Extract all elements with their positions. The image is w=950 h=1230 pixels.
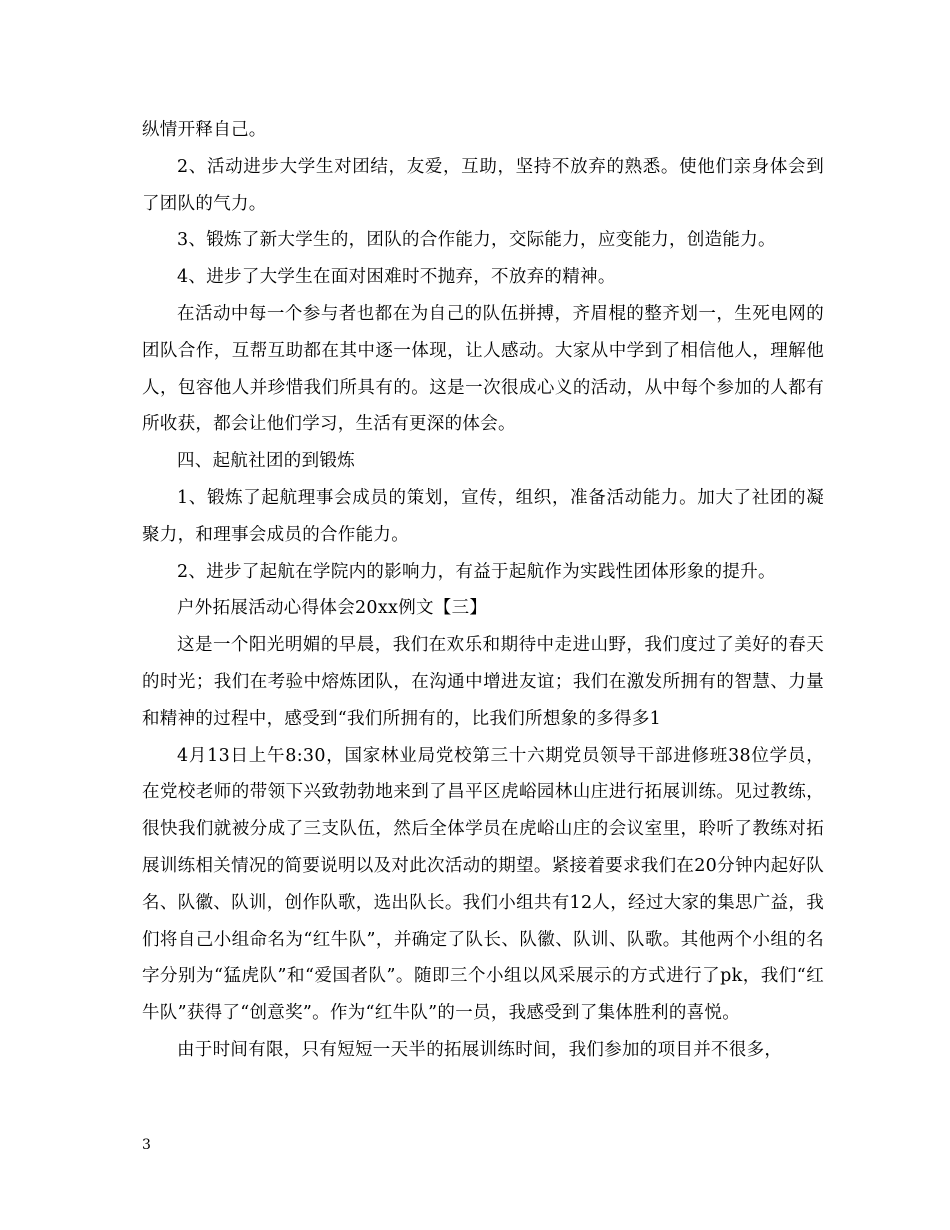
paragraph-11: 由于时间有限，只有短短一天半的拓展训练时间，我们参加的项目并不很多， (177, 1039, 783, 1060)
paragraph-3: 4、进步了大学生在面对困难时不抛弃，不放弃的精神。 (177, 267, 616, 288)
document-body (142, 112, 824, 1069)
paragraph-4: 在活动中每一个参与者也都在为自己的队伍拼搏，齐眉棍的整齐划一，生死电网的团队合作，互帮互助都在其中逐一体现，让人感动。大家从中学到了相信他人，理解他人，包容他人并珍惜我们所具有的。这是一次很成心义的活动，从中每个参加的人都有所收获，都会让他们学习，生活有更深的体会。 (142, 303, 824, 435)
paragraph-6: 1、锻炼了起航理事会成员的策划，宣传，组织，准备活动能力。加大了社团的凝聚力，和理事会成员的合作能力。 (142, 487, 824, 545)
paragraph-0: 纵情开释自己。 (142, 120, 267, 140)
article-title: 户外拓展活动心得体会20xx例文【三】 (177, 598, 488, 619)
paragraph-7: 2、进步了起航在学院内的影响力，有益于起航作为实践性团体形象的提升。 (177, 561, 776, 582)
paragraph-10: 4月13日上午8:30，国家林业局党校第三十六期党员领导干部进修班38位学员，在党校老师的带领下兴致勃勃地来到了昌平区虎峪园林山庄进行拓展训练。见过教练，很快我们就被分成了三支队伍，然后全体学员在虎峪山庄的会议室里，聆听了教练对拓展训练相关情况的简要说明以及对此次活动的期望。紧接着要求我们在20分钟内起好队名、队徽、队训，创作队歌，选出队长。我们小组共有12人，经过大家的集思广益，我们将自己小组命名为“红牛队”，并确定了队长、队徽、队训、队歌。其他两个小组的名字分别为“猛虎队”和“爱国者队”。随即三个小组以风采展示的方式进行了pk，我们“红牛队”获得了“创意奖”。作为“红牛队”的一员，我感受到了集体胜利的喜悦。 (142, 745, 824, 1024)
page-number: 3 (142, 1137, 151, 1153)
paragraph-1: 2、活动进步大学生对团结，友爱，互助，坚持不放弃的熟悉。使他们亲身体会到了团队的气力。 (142, 156, 824, 214)
section-heading: 四、起航社团的到锻炼 (177, 451, 355, 472)
paragraph-9: 这是一个阳光明媚的早晨，我们在欢乐和期待中走进山野，我们度过了美好的春天的时光；我们在考验中熔炼团队，在沟通中增进友谊；我们在激发所拥有的智慧、力量和精神的过程中，感受到“我们所拥有的，比我们所想象的多得多1 (142, 635, 824, 729)
paragraph-2: 3、锻炼了新大学生的，团队的合作能力，交际能力，应变能力，创造能力。 (177, 230, 776, 251)
